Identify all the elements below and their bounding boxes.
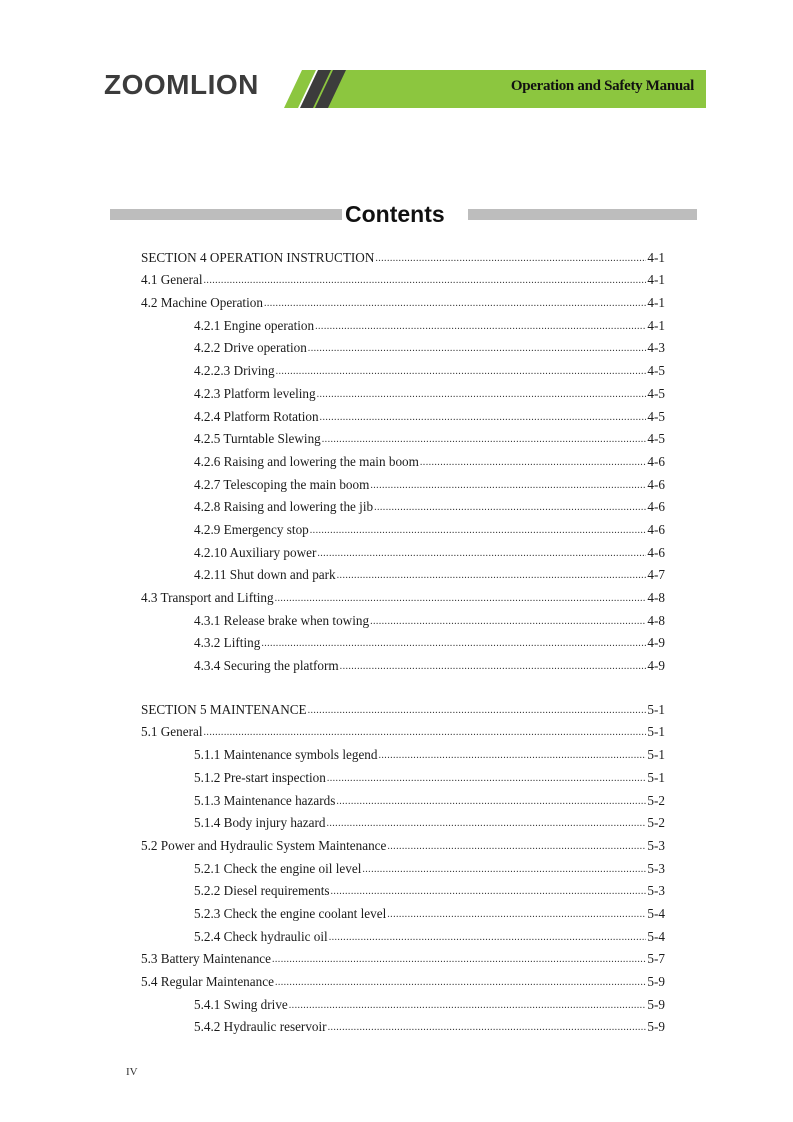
toc-entry-title: 4.3.1 Release brake when towing [194,612,370,628]
toc-entry-page: 5-9 [647,974,665,989]
toc-entry-title: 4.2.4 Platform Rotation [194,408,319,424]
toc-entry-title: 5.3 Battery Maintenance [141,951,271,967]
toc-entry-page: 4-9 [647,658,665,674]
toc-dot-leader [337,569,647,583]
toc-entry-page: 4-6 [647,453,665,469]
toc-entry[interactable] [141,606,665,629]
toc-entry-page: 5-2 [647,792,665,808]
toc-dot-leader [308,342,647,356]
toc-entry-page: 4-5 [647,363,665,379]
toc-dot-leader [326,817,646,831]
toc-dot-leader [320,411,647,425]
toc-entry[interactable] [141,334,665,357]
toc-entry-title: 5.2.2 Diesel requirements [194,883,330,899]
toc-dot-leader [272,953,646,967]
toc-entry-title: 4.2.2.3 Driving [194,363,275,379]
toc-entry-title: 5.4.1 Swing drive [194,996,288,1012]
toc-entry[interactable] [141,877,665,900]
toc-dot-leader [362,863,646,877]
toc-entry-page: 5-4 [647,905,665,921]
toc-entry-page: 4-8 [647,590,665,605]
toc-entry-page: 5-7 [647,951,665,967]
toc-dot-leader [370,479,646,493]
toc-entry-page: 4-1 [647,295,665,311]
toc-dot-leader [289,999,647,1013]
toc-entry-title: 4.3 Transport and Lifting [141,590,274,605]
toc-entry-title: 5.2 Power and Hydraulic System Maintenance [141,837,387,853]
toc-entry[interactable] [141,629,665,652]
toc-entry-page: 5-1 [647,701,665,717]
toc-entry[interactable] [141,967,665,990]
toc-entry-page: 4-6 [647,476,665,492]
toc-entry[interactable] [141,356,665,379]
toc-dot-leader [331,885,647,899]
toc-entry[interactable] [141,922,665,945]
toc-entry[interactable] [141,990,665,1013]
toc-dot-leader [317,547,646,561]
toc-dot-leader [370,615,646,629]
toc-entry-title: 4.1 General [141,272,203,288]
toc-entry[interactable] [141,1013,665,1036]
brand-logo: ZOOMLION [104,69,259,100]
toc-dot-leader [374,501,646,515]
toc-entry[interactable] [141,695,665,718]
toc-entry-page: 4-5 [647,385,665,401]
toc-entry[interactable] [141,854,665,877]
toc-dot-leader [310,524,647,538]
toc-entry-page: 4-8 [647,612,665,628]
toc-dot-leader [329,931,647,945]
toc-entry[interactable] [141,425,665,448]
toc-entry[interactable] [141,561,665,584]
toc-dot-leader [328,1021,647,1035]
toc-entry[interactable] [141,447,665,470]
toc-entry[interactable] [141,288,665,311]
toc-entry-title: 4.3.4 Securing the platform [194,658,339,674]
toc-entry[interactable] [141,831,665,854]
toc-entry[interactable] [141,718,665,741]
page-title: Contents [345,201,445,227]
toc-entry-title: 4.2.8 Raising and lowering the jib [194,499,374,515]
toc-dot-leader [204,274,647,288]
toc-dot-leader [204,726,647,740]
contents-heading [110,200,697,230]
toc-dot-leader [340,660,647,674]
toc-entry[interactable] [141,470,665,493]
toc-entry-page: 4-1 [647,272,665,288]
toc-dot-leader [327,772,647,786]
toc-dot-leader [336,795,646,809]
toc-entry-page: 4-5 [647,408,665,424]
toc-entry-page: 4-5 [647,431,665,447]
toc-entry[interactable] [141,651,665,674]
toc-entry-title: 5.1.4 Body injury hazard [194,815,326,831]
toc-entry-title: 4.2.9 Emergency stop [194,521,309,537]
toc-entry-page: 5-3 [647,837,665,853]
toc-entry-title: 5.1 General [141,724,203,740]
toc-entry-title: 4.2.10 Auxiliary power [194,544,317,560]
toc-entry-page: 5-2 [647,815,665,831]
toc-entry[interactable] [141,266,665,289]
toc-dot-leader [317,388,647,402]
toc-entry-title: 4.2.2 Drive operation [194,340,307,356]
toc-dot-leader [315,320,646,334]
heading-bar-right [468,209,697,220]
toc-dot-leader [379,749,647,763]
toc-entry-page: 5-3 [647,883,665,899]
toc-entry-title: 5.2.1 Check the engine oil level [194,860,362,876]
toc-entry[interactable] [141,809,665,832]
toc-entry[interactable] [141,379,665,402]
toc-dot-leader [387,840,646,854]
toc-entry-title: 5.4 Regular Maintenance [141,974,274,989]
toc-entry-page: 4-6 [647,499,665,515]
toc-dot-leader [275,592,647,606]
toc-entry-title: 4.2.6 Raising and lowering the main boom [194,453,419,469]
toc-entry-page: 4-6 [647,544,665,560]
toc-entry-page: 4-7 [647,567,665,583]
toc-entry-title: 4.2.3 Platform leveling [194,385,316,401]
toc-entry-title: 5.4.2 Hydraulic reservoir [194,1019,327,1035]
toc-entry-title: 5.2.4 Check hydraulic oil [194,928,328,944]
page-header [104,68,706,108]
toc-dot-leader [264,297,646,311]
toc-entry-title: 4.2.1 Engine operation [194,317,315,333]
toc-entry-title: 5.2.3 Check the engine coolant level [194,905,387,921]
toc-entry[interactable] [141,763,665,786]
toc-entry[interactable] [141,311,665,334]
toc-dot-leader [308,704,647,718]
toc-entry-page: 5-4 [647,928,665,944]
toc-entry[interactable] [141,740,665,763]
toc-entry-title: 5.1.1 Maintenance symbols legend [194,747,378,763]
toc-entry[interactable] [141,243,665,266]
toc-dot-leader [387,908,646,922]
toc-entry-page: 5-3 [647,860,665,876]
page-number: IV [126,1066,138,1078]
toc-entry[interactable] [141,786,665,809]
toc-entry[interactable] [141,945,665,968]
toc-dot-leader [420,456,647,470]
toc-entry-page: 4-1 [647,317,665,333]
toc-entry-page: 4-6 [647,521,665,537]
toc-dot-leader [322,433,647,447]
toc-dot-leader [276,365,647,379]
toc-entry-title: SECTION 4 OPERATION INSTRUCTION [141,249,375,265]
toc-entry[interactable] [141,515,665,538]
toc-entry-title: 4.2.5 Turntable Slewing [194,431,321,447]
toc-entry-page: 5-1 [647,724,665,740]
toc-entry-page: 4-1 [647,249,665,265]
toc-entry-page: 5-1 [647,769,665,785]
toc-entry-title: 5.1.2 Pre-start inspection [194,769,326,785]
toc-entry-title: SECTION 5 MAINTENANCE [141,701,307,717]
toc-dot-leader [261,637,646,651]
toc-entry-title: 4.2.7 Telescoping the main boom [194,476,370,492]
toc-entry-title: 4.2 Machine Operation [141,295,263,311]
toc-entry-page: 5-9 [647,1019,665,1035]
toc-entry-title: 5.1.3 Maintenance hazards [194,792,336,808]
toc-entry[interactable] [141,493,665,516]
manual-title: Operation and Safety Manual [510,78,694,94]
toc-entry[interactable] [141,538,665,561]
toc-entry[interactable] [141,583,665,606]
toc-entry-title: 4.2.11 Shut down and park [194,567,336,583]
toc-entry-page: 5-1 [647,747,665,763]
toc-entry[interactable] [141,899,665,922]
toc-entry-page: 4-9 [647,635,665,651]
toc-dot-leader [375,252,646,266]
heading-bar-left [110,209,342,220]
toc-dot-leader [275,976,646,990]
table-of-contents [141,243,665,1035]
toc-entry[interactable] [141,402,665,425]
toc-entry-page: 4-3 [647,340,665,356]
toc-entry-title: 4.3.2 Lifting [194,635,261,651]
toc-entry-page: 5-9 [647,996,665,1012]
